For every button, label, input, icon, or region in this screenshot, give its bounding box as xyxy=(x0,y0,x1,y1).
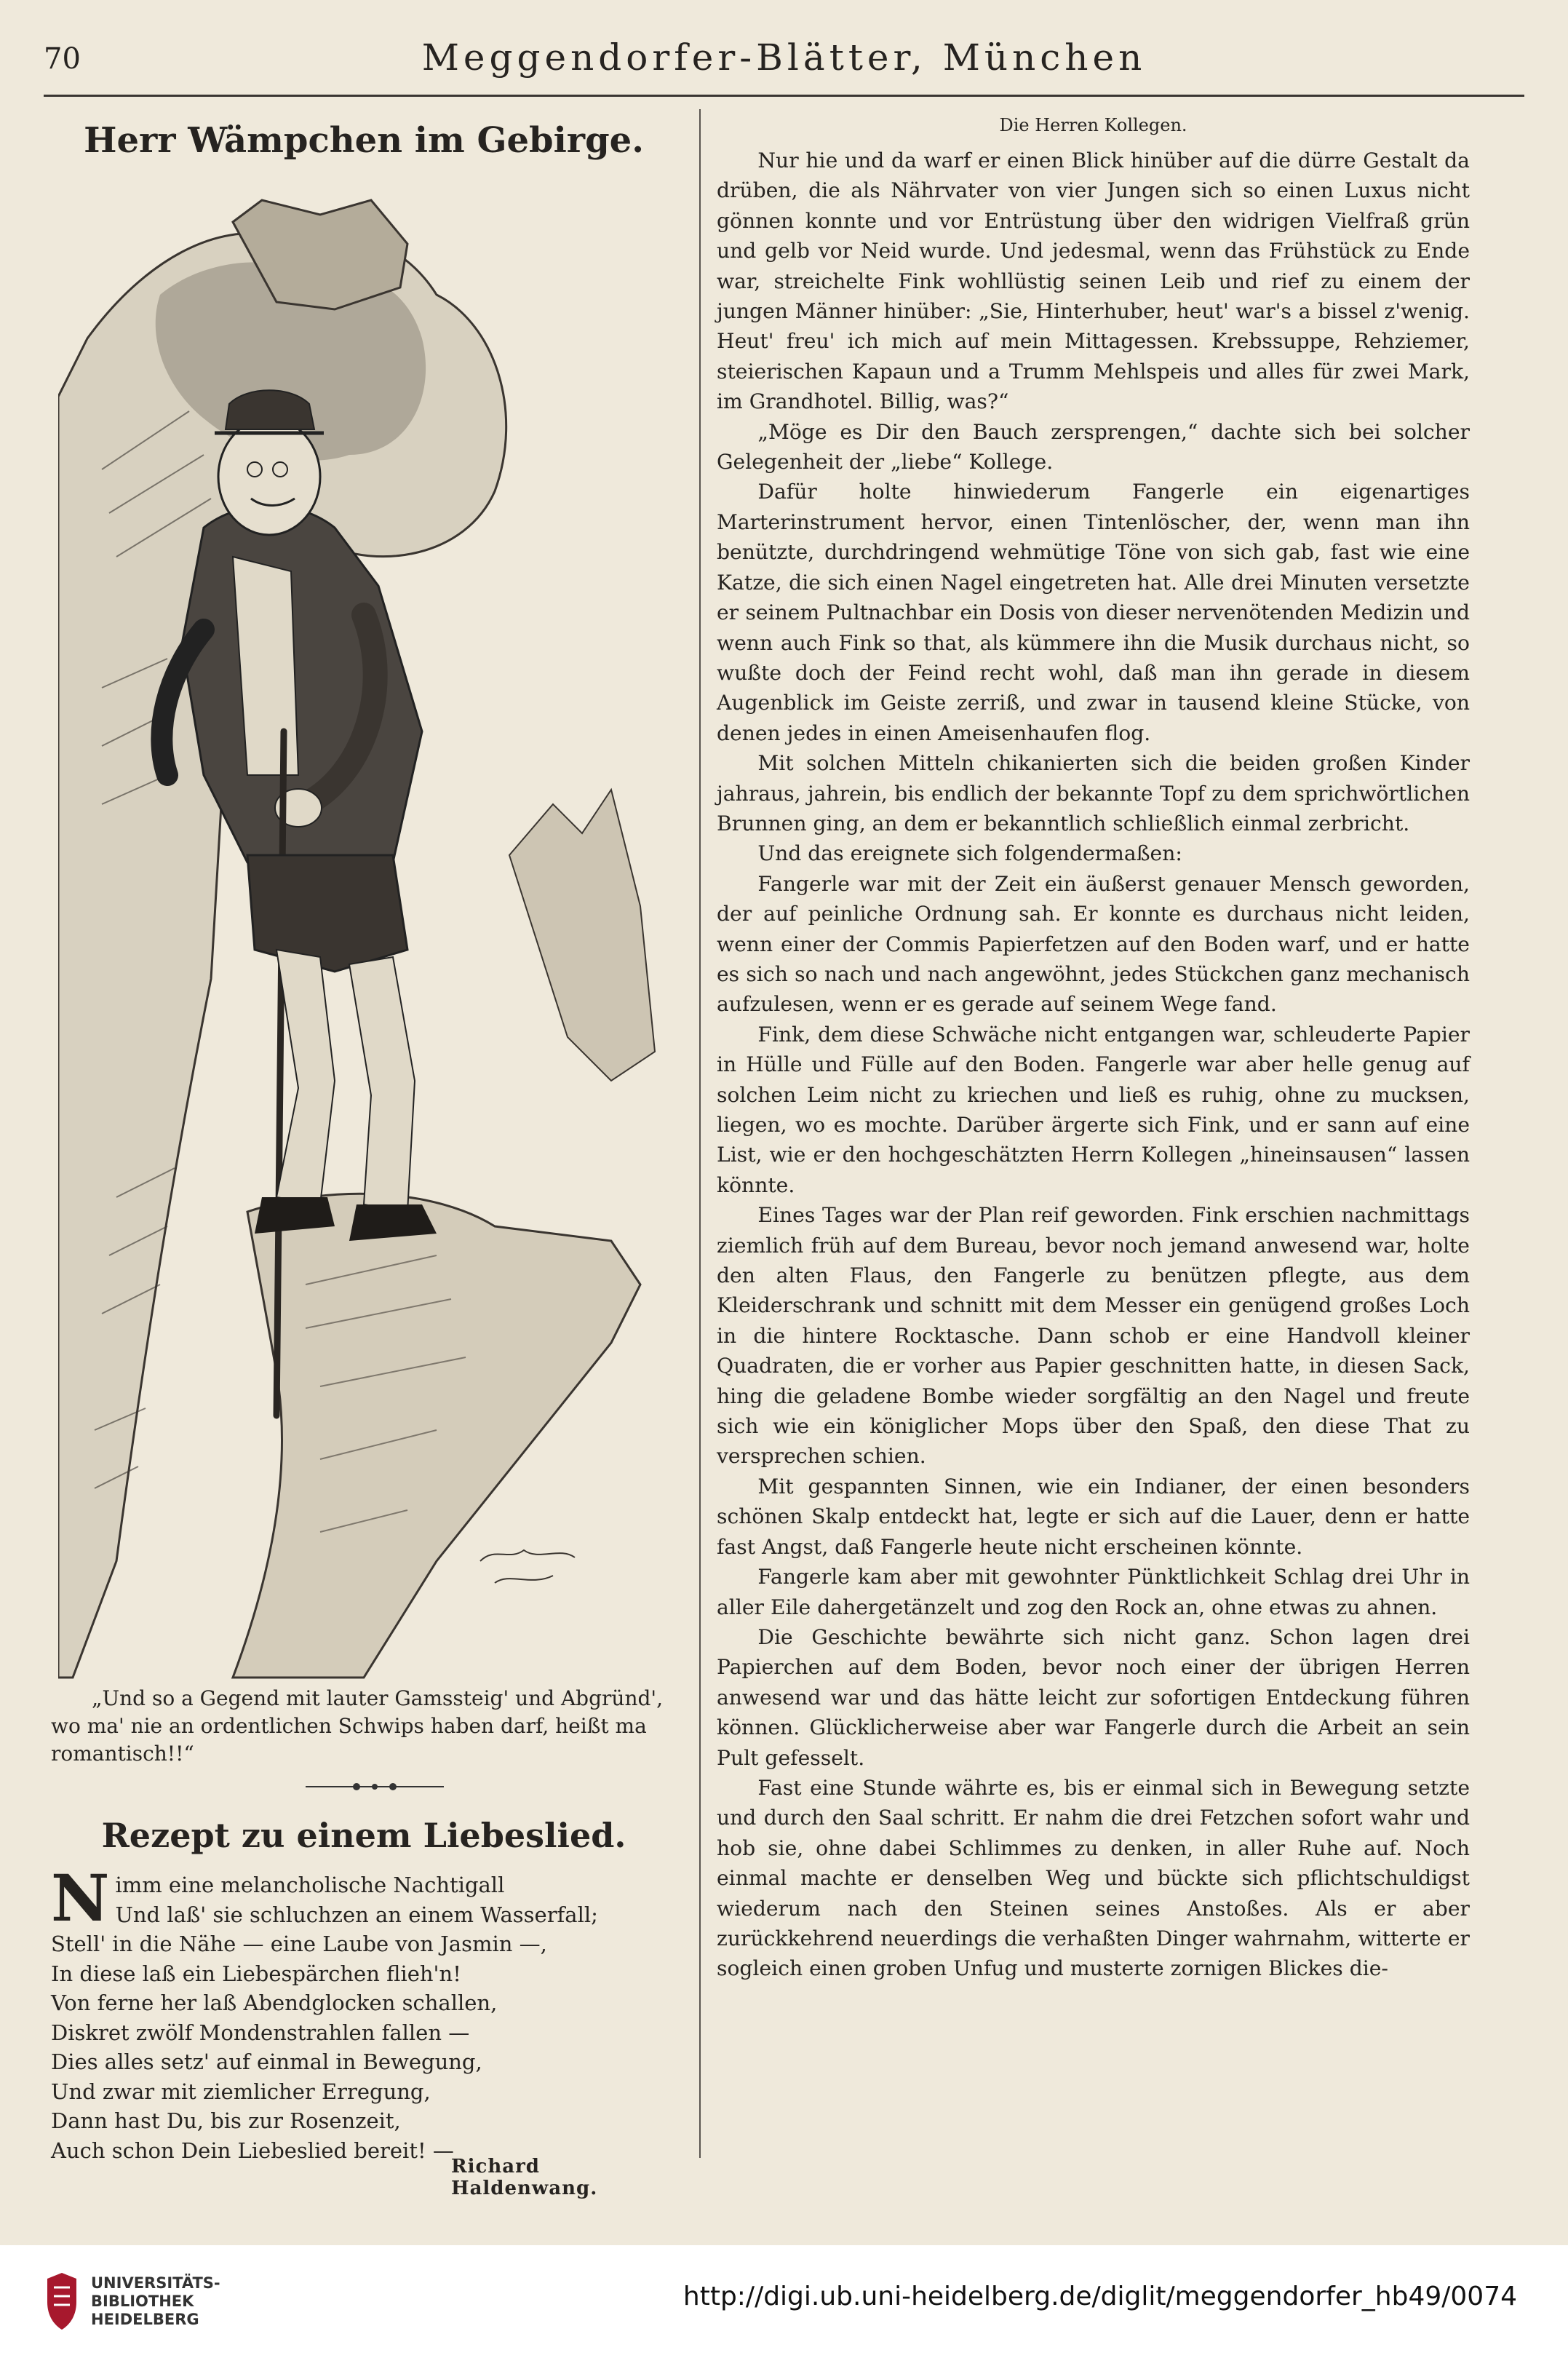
paragraph: Dafür holte hinwiederum Fangerle ein eigenartiges Marterinstrument hervor, einen Tintenlöscher, der, wenn man ihn benützte, durchdringend wehmütige Töne von sich gab, fast wie eine Katze, die sich einen Nagel eingetreten hat. Alle drei Minuten versetzte er seinem Pultnachbar ein Dosis von dieser nervenötenden Medizin und wenn auch Fink so that, als kümmere ihn die Musik durchaus nicht, so wußte doch der Feind recht wohl, daß man ihn gerade in diesem Augenblick im Geiste zerriß, und zwar in tausend kleine Stücke, von denen jedes in einen Ameisenhaufen flog. xyxy=(717,480,1470,745)
illustration-caption: „Und so a Gegend mit lauter Gamssteig' und Abgründ', wo ma' nie an ordentlichen Schwips haben darf, heißt ma romantisch!!“ xyxy=(51,1686,663,1766)
cartoon-title: Herr Wämpchen im Gebirge. xyxy=(84,120,644,161)
poem-line: Diskret zwölf Mondenstrahlen fallen — xyxy=(51,2020,470,2045)
paragraph: Eines Tages war der Plan reif geworden. Fink erschien nachmittags ziemlich früh auf dem Bureau, bevor noch jemand anwesend war, holte den alten Flaus, den Fangerle zu benützen pflegte, aus dem Kleiderschrank und schnitt mit dem Messer ein genügend großes Loch in die hintere Rocktasche. Dann schob er eine Handvoll kleiner Quadraten, die er vorher aus Papier geschnitten hatte, in diesen Sack, hing die geladene Bombe wieder sorgfältig an den Nagel und freute sich wie ein königlicher Mops über den Spaß, den diese That zu versprechen schien. xyxy=(717,1203,1470,1469)
paragraph: Und das ereignete sich folgendermaßen: xyxy=(757,841,1182,866)
poem-author: Richard Haldenwang. xyxy=(451,2156,598,2199)
paragraph: Fangerle war mit der Zeit ein äußerst genauer Mensch geworden, der auf peinliche Ordnung sah. Er konnte es durchaus nicht leiden, wenn einer der Commis Papierfetzen auf den Boden warf, und er hatte es sich so nach und nach angewöhnt, jedes Stückchen ganz mechanisch aufzulesen, wenn er es gerade auf seinem Wege fand. xyxy=(717,871,1470,1017)
ornament-divider xyxy=(306,1776,444,1798)
poem-line: Dies alles setz' auf einmal in Bewegung, xyxy=(51,2049,482,2074)
poem-line: Von ferne her laß Abendglocken schallen, xyxy=(51,1990,498,2015)
poem-line: Und zwar mit ziemlicher Erregung, xyxy=(51,2079,431,2104)
paragraph: Fink, dem diese Schwäche nicht entgangen war, schleuderte Papier in Hülle und Fülle auf den Boden. Fangerle war aber helle genug auf solchen Leim nicht zu kriechen und ließ es ruhig, ohne zu mucksen, liegen, wo es mochte. Darüber ärgerte sich Fink, und er sann auf eine List, wie er den hochgeschätzten Herrn Kollegen „hineinsausen“ lassen könnte. xyxy=(717,1022,1470,1197)
paragraph: Fangerle kam aber mit gewohnter Pünktlichkeit Schlag drei Uhr in aller Eile dahergetänzelt und zog den Rock an, ohne etwas zu ahnen. xyxy=(717,1565,1470,1619)
paragraph: „Möge es Dir den Bauch zersprengen,“ dachte sich bei solcher Gelegenheit der „liebe“ Kollege. xyxy=(717,419,1470,475)
journal-title: Meggendorfer-Blätter, München xyxy=(421,36,1147,79)
source-url-link[interactable]: http://digi.ub.uni-heidelberg.de/diglit/meggendorfer_hb49/0074 xyxy=(682,2282,1517,2311)
left-column xyxy=(44,109,684,2199)
poem-line: In diese laß ein Liebespärchen flieh'n! xyxy=(51,1961,461,1986)
hiker-illustration xyxy=(58,178,684,1718)
university-seal-icon xyxy=(44,2273,80,2330)
header-rule xyxy=(44,95,1524,97)
poem xyxy=(51,1860,684,2165)
poem-dropcap: N xyxy=(51,1860,110,1936)
paragraph: Die Geschichte bewährte sich nicht ganz. Schon lagen drei Papierchen auf dem Boden, bevor noch einer der übrigen Herren anwesend war und das hätte leicht zur sofortigen Entdeckung führen können. Glücklicherweise aber war Fangerle durch die Arbeit an sein Pult gefesselt. xyxy=(717,1624,1470,1770)
poem-line: Auch schon Dein Liebeslied bereit! — xyxy=(51,2137,454,2163)
poem-line: imm eine melancholische Nachtigall xyxy=(115,1873,505,1897)
paragraph: Mit gespannten Sinnen, wie ein Indianer, der einen besonders schönen Skalp entdeckt hat, legte er sich auf die Lauer, denn er hatte fast Angst, daß Fangerle heute nicht erscheinen könnte. xyxy=(717,1474,1470,1559)
paragraph: Nur hie und da warf er einen Blick hinüber auf die dürre Gestalt da drüben, die als Nährvater von vier Jungen sich so einen Luxus nicht gönnen konnte und vor Entrüstung über den widrigen Vielfraß grün und gelb vor Neid wurde. Und jedesmal, wenn das Frühstück zu Ende war, streichelte Fink wohllüstig seinen Leib und rief zu einem der jungen Männer hinüber: „Sie, Hinterhuber, heut' war's a bissel z'wenig. Heut' freu' ich mich auf mein Mittagessen. Krebssuppe, Rehziemer, steierischen Kapaun und a Trumm Mehlspeis und alles für zwei Mark, im Grandhotel. Billig, was?“ xyxy=(717,148,1470,414)
story-subtitle: Die Herren Kollegen. xyxy=(999,115,1187,135)
column-divider xyxy=(699,109,701,2158)
running-head xyxy=(44,36,1524,87)
poem-line: Dann hast Du, bis zur Rosenzeit, xyxy=(51,2108,401,2133)
paragraph: Fast eine Stunde währte es, bis er einmal sich in Bewegung setzte und durch den Saal schritt. Er nahm die drei Fetzchen sofort wahr und hob sie, ohne dabei Schlimmes zu denken, in aller Ruhe auf. Noch einmal machte er denselben Weg und bückte sich pflichtschuldigst wiederum nach den Steinen seines Anstoßes. Als er aber zurückkehrend neuerdings die verhaßten Dinger wahrnahm, witterte er sogleich einen groben Unfug und musterte zornigen Blickes die- xyxy=(717,1775,1470,1981)
poem-line: Und laß' sie schluchzen an einem Wasserfall; xyxy=(115,1902,598,1927)
paragraph: Mit solchen Mitteln chikanierten sich die beiden großen Kinder jahraus, jahrein, bis endlich der bekannte Topf zu dem sprichwörtlichen Brunnen ging, an dem er bekanntlich schließlich einmal zerbricht. xyxy=(717,751,1470,835)
library-footer xyxy=(0,2245,1568,2358)
library-name: UNIVERSITÄTS- BIBLIOTHEK HEIDELBERG xyxy=(91,2274,220,2328)
poem-title: Rezept zu einem Liebeslied. xyxy=(101,1816,626,1855)
page-number: 70 xyxy=(44,42,81,76)
right-column xyxy=(717,109,1470,1984)
poem-line: Stell' in die Nähe — eine Laube von Jasmin —, xyxy=(51,1932,547,1956)
